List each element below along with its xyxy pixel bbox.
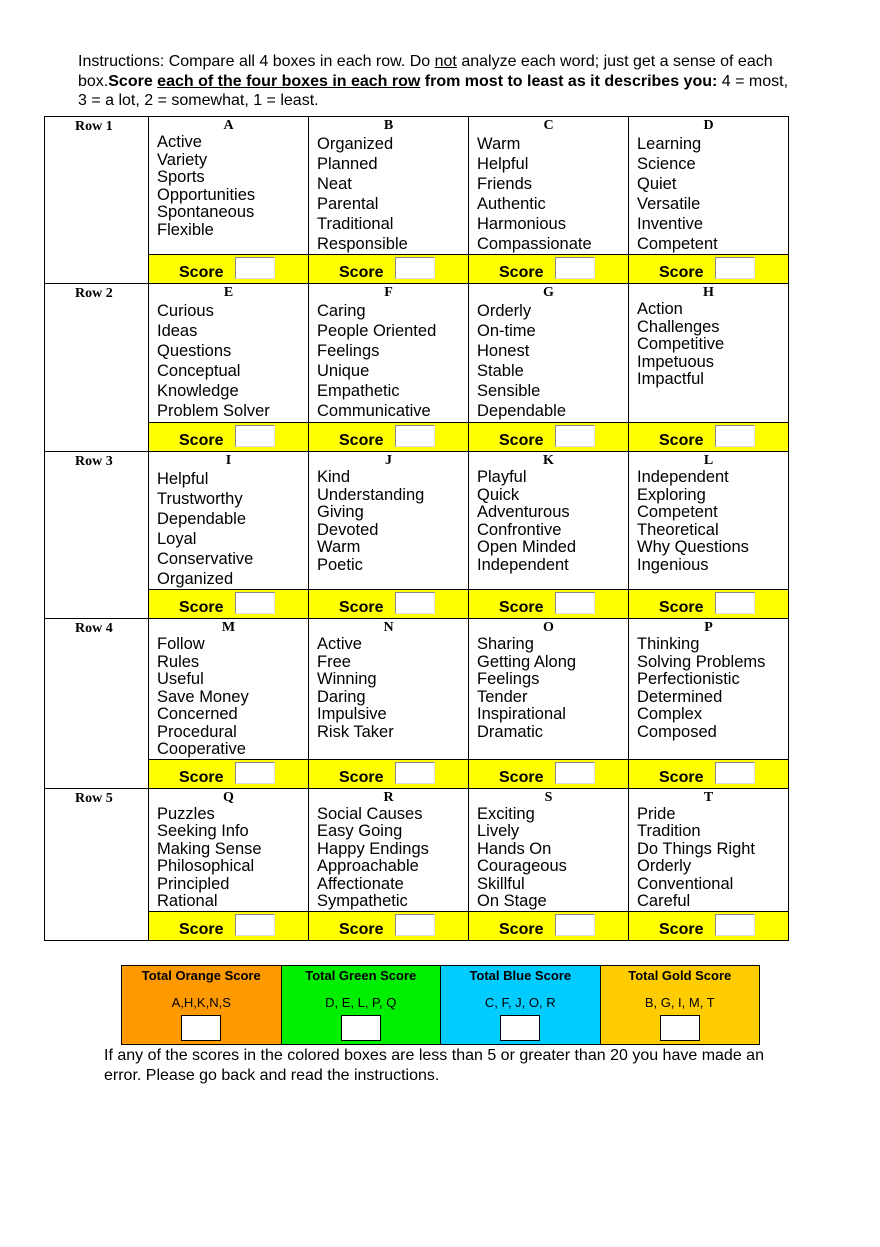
word-item: Compassionate <box>477 235 592 253</box>
word-item: Conservative <box>157 550 254 568</box>
word-item: Variety <box>157 150 208 169</box>
word-item: Devoted <box>317 520 379 539</box>
word-item: Authentic <box>477 195 546 213</box>
word-item: Hands On <box>477 839 552 858</box>
box-letter: E <box>223 285 234 300</box>
score-label: Score <box>339 432 384 449</box>
score-row <box>45 255 789 284</box>
word-box-i <box>149 452 309 590</box>
word-item: Composed <box>637 722 717 741</box>
score-cell-t <box>629 911 789 940</box>
total-cell <box>441 966 601 1045</box>
score-cell-r <box>309 911 469 940</box>
word-item: Sympathetic <box>317 892 408 910</box>
grid-row <box>45 284 789 423</box>
word-item: Risk Taker <box>317 722 394 741</box>
word-item: Helpful <box>477 155 529 173</box>
word-item: People Oriented <box>317 322 437 340</box>
word-item: Honest <box>477 342 530 360</box>
word-item: Solving Problems <box>637 652 766 671</box>
word-item: Responsible <box>317 235 408 253</box>
word-item: Cooperative <box>157 740 246 758</box>
word-list <box>149 806 308 911</box>
word-box-b <box>309 117 469 255</box>
score-cell-l <box>629 590 789 619</box>
word-item: Daring <box>317 687 366 706</box>
word-item: Lively <box>477 822 520 840</box>
row-label: Row 2 <box>45 284 149 452</box>
total-letters: B, G, I, M, T <box>644 995 715 1010</box>
score-input-l[interactable] <box>715 592 755 614</box>
word-item: Principled <box>157 874 230 893</box>
word-item: Dependable <box>157 510 246 528</box>
word-item: Independent <box>637 468 729 486</box>
row-label: Row 1 <box>45 117 149 284</box>
word-item: Conventional <box>637 874 734 893</box>
score-input-s[interactable] <box>555 914 595 936</box>
score-input-h[interactable] <box>715 425 755 447</box>
score-label: Score <box>179 599 224 616</box>
score-input-n[interactable] <box>395 762 435 784</box>
word-item: Inventive <box>637 215 704 233</box>
word-item: Understanding <box>317 485 425 504</box>
word-box-c <box>469 117 629 255</box>
total-cell <box>600 966 760 1045</box>
total-title: Total Green Score <box>305 968 417 983</box>
score-grid <box>44 116 789 941</box>
word-item: Helpful <box>157 470 209 488</box>
box-letter: Q <box>223 789 234 805</box>
word-item: Inspirational <box>477 705 566 723</box>
word-item: Loyal <box>157 530 197 548</box>
word-item: Ideas <box>157 322 198 340</box>
word-item: Friends <box>477 175 533 193</box>
word-item: Philosophical <box>157 857 255 875</box>
word-item: Organized <box>317 135 394 153</box>
word-list <box>309 806 468 911</box>
word-list <box>469 469 628 574</box>
word-item: Seeking Info <box>157 822 249 840</box>
word-item: Sensible <box>477 382 541 400</box>
word-item: Making Sense <box>157 839 262 858</box>
score-input-q[interactable] <box>235 914 275 936</box>
total-letters: A,H,K,N,S <box>171 995 231 1010</box>
word-item: Questions <box>157 342 232 360</box>
score-input-k[interactable] <box>555 592 595 614</box>
word-item: Giving <box>317 503 364 521</box>
score-input-d[interactable] <box>715 257 755 279</box>
score-cell-p <box>629 759 789 788</box>
word-item: Quick <box>477 485 520 504</box>
box-letter: R <box>383 789 394 805</box>
score-cell-f <box>309 423 469 452</box>
score-label: Score <box>659 768 704 786</box>
word-item: Procedural <box>157 722 237 741</box>
word-box-o <box>469 619 629 760</box>
word-item: Curious <box>157 302 214 320</box>
score-cell-q <box>149 911 309 940</box>
word-item: Concerned <box>157 705 238 723</box>
score-cell-m <box>149 759 309 788</box>
total-input[interactable] <box>500 1015 540 1041</box>
word-item: Spontaneous <box>157 203 255 221</box>
score-cell-c <box>469 255 629 284</box>
word-item: Getting Along <box>477 652 577 671</box>
word-item: Organized <box>157 570 234 588</box>
word-item: Versatile <box>637 195 701 213</box>
score-cell-b <box>309 255 469 284</box>
score-label: Score <box>179 264 224 281</box>
word-list <box>469 134 628 254</box>
score-label: Score <box>339 599 384 616</box>
score-cell-d <box>629 255 789 284</box>
box-letter: T <box>703 789 714 805</box>
box-letter: D <box>703 118 714 133</box>
instructions-bold-underlined: each of the four boxes in each row <box>157 72 421 90</box>
word-box-g <box>469 284 629 423</box>
score-cell-j <box>309 590 469 619</box>
word-box-j <box>309 452 469 590</box>
score-label: Score <box>659 432 704 449</box>
score-row <box>45 759 789 788</box>
score-row <box>45 423 789 452</box>
total-input[interactable] <box>660 1015 700 1041</box>
word-item: Tender <box>477 687 528 706</box>
word-item: Harmonious <box>477 215 566 233</box>
score-row <box>45 911 789 940</box>
word-list <box>309 469 468 574</box>
word-item: Free <box>317 652 351 671</box>
word-item: Social Causes <box>317 804 423 823</box>
score-cell-h <box>629 423 789 452</box>
word-item: Exploring <box>637 485 706 504</box>
score-input-o[interactable] <box>555 762 595 784</box>
word-box-f <box>309 284 469 423</box>
word-item: Rules <box>157 652 200 671</box>
word-list <box>149 134 308 239</box>
word-item: Playful <box>477 468 527 486</box>
word-item: Complex <box>637 705 703 723</box>
word-item: Knowledge <box>157 382 239 400</box>
word-box-t <box>629 788 789 911</box>
word-list <box>149 636 308 759</box>
box-letter: I <box>225 453 232 468</box>
instructions-bold: Score <box>108 72 158 90</box>
word-list <box>629 806 788 911</box>
word-item: Dependable <box>477 402 566 420</box>
word-item: Tradition <box>637 822 701 840</box>
score-cell-k <box>469 590 629 619</box>
word-list <box>469 806 628 911</box>
word-item: Follow <box>157 635 205 653</box>
word-item: Affectionate <box>317 874 404 893</box>
word-item: Dramatic <box>477 722 544 741</box>
word-item: Impulsive <box>317 705 387 723</box>
word-item: Independent <box>477 555 569 574</box>
word-item: Action <box>637 300 683 318</box>
word-item: Competent <box>637 503 718 521</box>
word-item: Stable <box>477 362 524 380</box>
word-item: Problem Solver <box>157 402 270 420</box>
word-item: Warm <box>317 538 361 556</box>
word-item: Parental <box>317 195 379 213</box>
word-box-n <box>309 619 469 760</box>
word-item: Exciting <box>477 804 535 823</box>
word-box-h <box>629 284 789 423</box>
word-item: Perfectionistic <box>637 670 740 688</box>
score-input-t[interactable] <box>715 914 755 936</box>
row-label: Row 5 <box>45 788 149 940</box>
word-list <box>149 469 308 589</box>
box-letter: S <box>544 789 553 805</box>
word-item: Warm <box>477 135 521 153</box>
word-item: Save Money <box>157 687 249 706</box>
score-input-e[interactable] <box>235 425 275 447</box>
word-item: Trustworthy <box>157 490 243 508</box>
box-letter: C <box>543 118 554 133</box>
score-label: Score <box>179 432 224 449</box>
word-item: Confrontive <box>477 520 562 539</box>
word-box-s <box>469 788 629 911</box>
total-cell <box>281 966 441 1045</box>
word-box-l <box>629 452 789 590</box>
word-item: Neat <box>317 175 352 193</box>
grid-row <box>45 788 789 911</box>
word-box-q <box>149 788 309 911</box>
word-item: Poetic <box>317 555 363 574</box>
word-item: Ingenious <box>637 555 709 574</box>
total-title: Total Orange Score <box>141 968 261 983</box>
word-item: Do Things Right <box>637 839 756 858</box>
box-letter: F <box>384 285 393 300</box>
total-title: Total Blue Score <box>469 968 572 983</box>
word-item: Open Minded <box>477 538 577 556</box>
score-cell-o <box>469 759 629 788</box>
score-cell-g <box>469 423 629 452</box>
instructions-scale: 4 = most, 3 = a lot, 2 = somewhat, 1 = least. <box>78 72 789 109</box>
word-item: Determined <box>637 687 723 706</box>
word-item: Learning <box>637 135 702 153</box>
word-item: Feelings <box>477 670 540 688</box>
score-cell-e <box>149 423 309 452</box>
word-item: Careful <box>637 892 691 910</box>
box-letter: A <box>223 118 234 133</box>
word-box-d <box>629 117 789 255</box>
word-item: Feelings <box>317 342 380 360</box>
score-label: Score <box>659 264 704 281</box>
box-letter: M <box>221 620 236 635</box>
instructions-text-2: analyze each word; just get a sense of each box. <box>78 53 773 90</box>
score-input-p[interactable] <box>715 762 755 784</box>
word-item: Rational <box>157 892 218 910</box>
word-item: Challenges <box>637 317 720 336</box>
row-label: Row 3 <box>45 452 149 619</box>
score-label: Score <box>339 264 384 281</box>
word-item: Active <box>317 635 362 653</box>
score-input-a[interactable] <box>235 257 275 279</box>
word-item: Caring <box>317 302 366 320</box>
word-list <box>629 134 788 254</box>
word-list <box>149 301 308 421</box>
word-item: Why Questions <box>637 538 749 556</box>
grid-row <box>45 117 789 255</box>
word-list <box>629 636 788 741</box>
word-item: Flexible <box>157 220 214 239</box>
score-label: Score <box>499 920 544 938</box>
score-label: Score <box>659 599 704 616</box>
word-list <box>309 134 468 254</box>
score-label: Score <box>179 768 224 786</box>
word-item: Science <box>637 155 696 173</box>
word-item: Kind <box>317 468 351 486</box>
score-cell-s <box>469 911 629 940</box>
totals-table <box>121 965 760 1045</box>
box-letter: O <box>543 620 554 635</box>
word-item: Communicative <box>317 402 431 420</box>
word-item: On Stage <box>477 892 547 910</box>
word-item: Pride <box>637 804 676 823</box>
word-item: Opportunities <box>157 185 256 204</box>
word-item: Skillful <box>477 874 525 893</box>
box-letter: N <box>383 620 394 635</box>
score-input-c[interactable] <box>555 257 595 279</box>
score-input-g[interactable] <box>555 425 595 447</box>
score-label: Score <box>339 920 384 938</box>
total-cell <box>122 966 282 1045</box>
total-input[interactable] <box>341 1015 381 1041</box>
word-item: Theoretical <box>637 520 719 539</box>
word-box-e <box>149 284 309 423</box>
word-item: Courageous <box>477 857 567 875</box>
instructions <box>78 52 798 111</box>
word-item: Impactful <box>637 370 704 388</box>
score-label: Score <box>499 599 544 616</box>
score-input-m[interactable] <box>235 762 275 784</box>
word-item: Orderly <box>477 302 532 320</box>
box-letter: L <box>703 453 714 468</box>
word-box-m <box>149 619 309 760</box>
score-input-f[interactable] <box>395 425 435 447</box>
total-title: Total Gold Score <box>628 968 732 983</box>
word-item: Puzzles <box>157 804 215 823</box>
word-box-r <box>309 788 469 911</box>
word-item: Useful <box>157 670 204 688</box>
score-label: Score <box>179 920 224 938</box>
word-list <box>309 301 468 421</box>
word-item: Happy Endings <box>317 839 429 858</box>
word-item: Winning <box>317 670 377 688</box>
word-box-p <box>629 619 789 760</box>
score-label: Score <box>499 768 544 786</box>
word-item: Sports <box>157 168 205 186</box>
word-item: Empathetic <box>317 382 400 400</box>
grid-row <box>45 452 789 590</box>
word-item: Unique <box>317 362 370 380</box>
score-label: Score <box>339 768 384 786</box>
word-item: On-time <box>477 322 536 340</box>
word-item: Adventurous <box>477 503 570 521</box>
word-item: Traditional <box>317 215 394 233</box>
word-item: Easy Going <box>317 822 403 840</box>
box-letter: H <box>703 285 714 300</box>
word-list <box>469 636 628 741</box>
word-list <box>629 301 788 389</box>
score-input-r[interactable] <box>395 914 435 936</box>
word-item: Conceptual <box>157 362 241 380</box>
total-input[interactable] <box>181 1015 221 1041</box>
box-letter: P <box>704 620 713 635</box>
total-letters: D, E, L, P, Q <box>325 995 397 1010</box>
word-item: Competent <box>637 235 718 253</box>
total-letters: C, F, J, O, R <box>484 995 556 1010</box>
score-cell-n <box>309 759 469 788</box>
grid-row <box>45 619 789 760</box>
word-item: Quiet <box>637 175 677 193</box>
row-label: Row 4 <box>45 619 149 789</box>
score-input-i[interactable] <box>235 592 275 614</box>
word-item: Orderly <box>637 857 692 875</box>
box-letter: K <box>543 453 554 468</box>
word-item: Planned <box>317 155 378 173</box>
instructions-text: Instructions: Compare all 4 boxes in each row. Do <box>78 53 435 70</box>
score-input-j[interactable] <box>395 592 435 614</box>
score-label: Score <box>499 432 544 449</box>
word-item: Approachable <box>317 857 419 875</box>
instructions-not: not <box>434 53 457 70</box>
word-item: Active <box>157 133 202 151</box>
box-letter: J <box>385 453 392 468</box>
score-input-b[interactable] <box>395 257 435 279</box>
score-label: Score <box>499 264 544 281</box>
word-item: Competitive <box>637 335 725 353</box>
score-label: Score <box>659 920 704 938</box>
word-item: Thinking <box>637 635 700 653</box>
score-cell-a <box>149 255 309 284</box>
box-letter: B <box>383 118 394 133</box>
word-box-a <box>149 117 309 255</box>
box-letter: G <box>543 285 554 300</box>
word-list <box>629 469 788 574</box>
word-item: Impetuous <box>637 352 715 371</box>
word-list <box>469 301 628 421</box>
word-box-k <box>469 452 629 590</box>
instructions-bold-2: from most to least as it describes you: <box>420 72 718 90</box>
score-row <box>45 590 789 619</box>
score-cell-i <box>149 590 309 619</box>
footer-note: If any of the scores in the colored boxes are less than 5 or greater than 20 you have made an error. Please go back and read the instructions. <box>104 1047 764 1084</box>
word-list <box>309 636 468 741</box>
word-item: Sharing <box>477 635 534 653</box>
